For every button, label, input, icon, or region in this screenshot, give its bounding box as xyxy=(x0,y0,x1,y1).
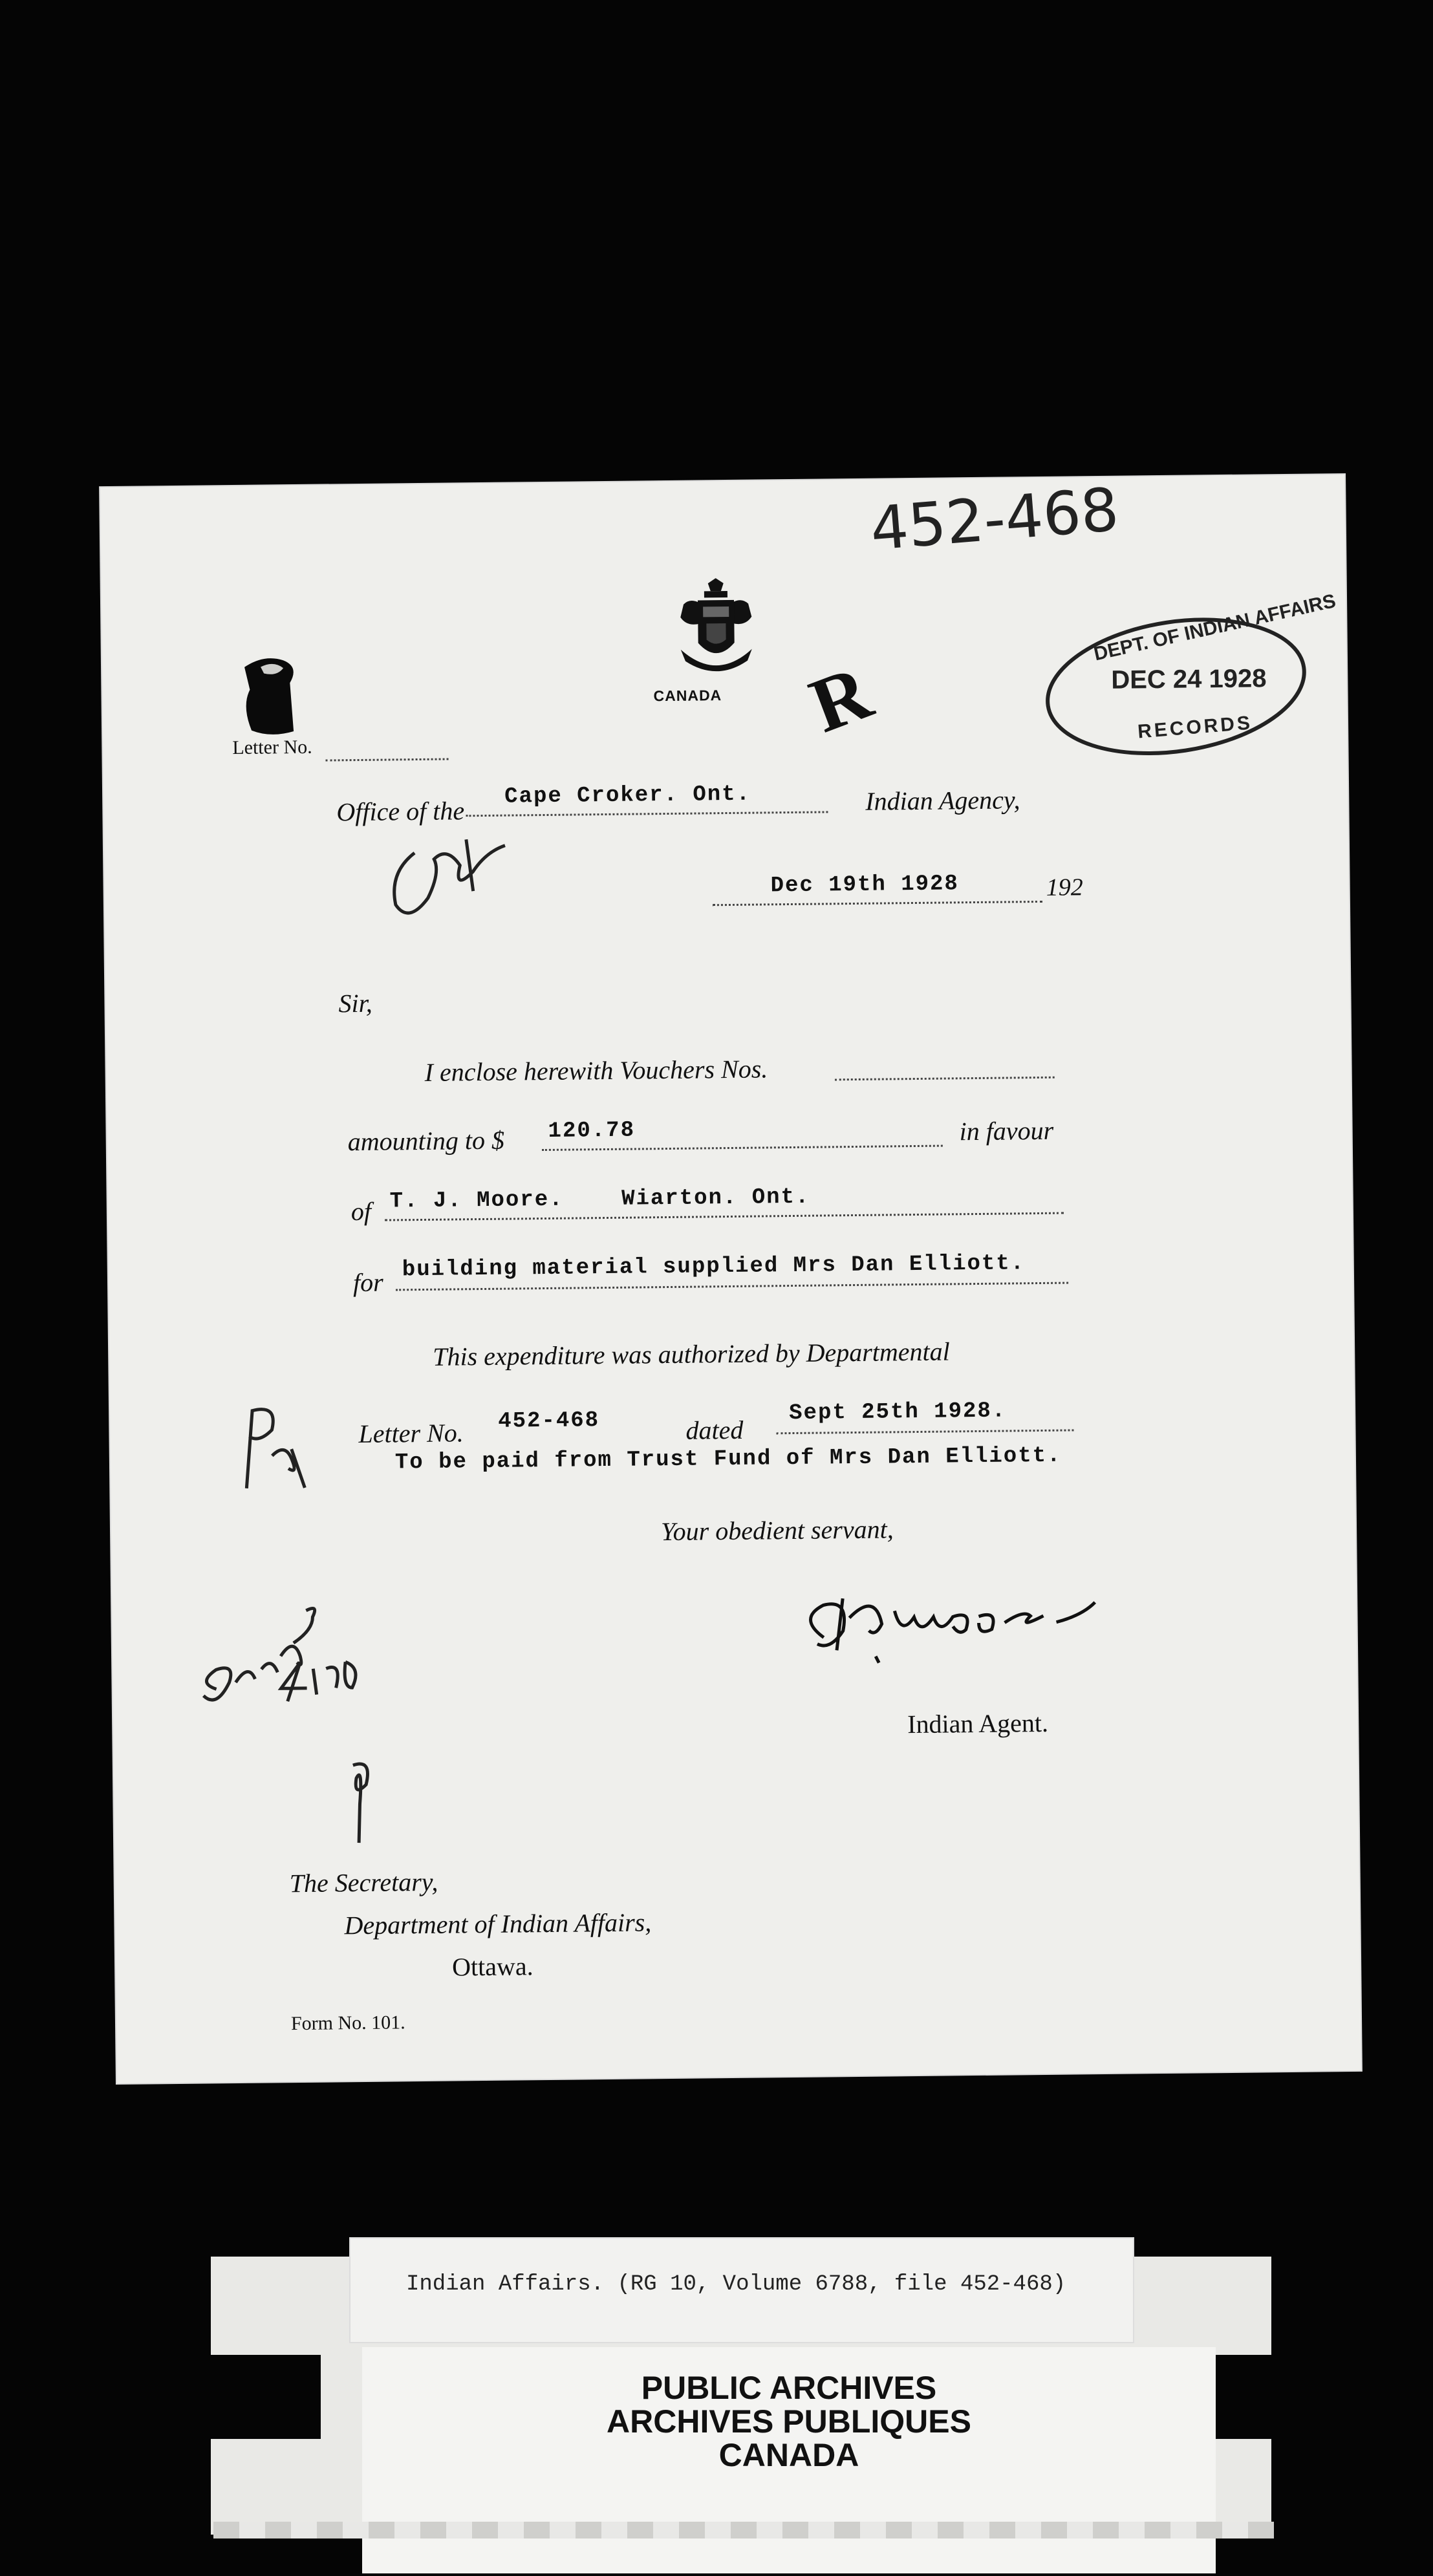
handwritten-initials xyxy=(376,832,519,930)
authority-letter-prefix: Letter No. xyxy=(358,1418,464,1449)
letter-date: Dec 19th 1928 xyxy=(770,872,960,899)
agent-signature xyxy=(784,1576,1147,1670)
archive-name-fr: ARCHIVES PUBLIQUES xyxy=(607,2403,971,2440)
handwritten-pay-note xyxy=(226,1397,318,1495)
punch-hole xyxy=(238,654,303,738)
registry-mark: R xyxy=(799,649,882,749)
agency-suffix: Indian Agency, xyxy=(865,785,1020,816)
archive-reference-label xyxy=(349,2237,1134,2343)
date-year-prefix: 192 xyxy=(1046,874,1083,901)
archive-label-cutout-left xyxy=(211,2355,321,2439)
vouchers-blank xyxy=(835,1064,1055,1081)
archive-reference: Indian Affairs. (RG 10, Volume 6788, file 452-468) xyxy=(406,2272,1066,2297)
letter-no-label: Letter No. xyxy=(232,736,312,759)
addressee-city: Ottawa. xyxy=(451,1951,533,1982)
letterhead-country: CANADA xyxy=(653,687,722,705)
handwritten-file-number: 452-468 xyxy=(868,475,1121,564)
amount-value: 120.78 xyxy=(548,1118,636,1144)
office-prefix: Office of the xyxy=(336,796,465,827)
stamp-department: DEPT. OF INDIAN AFFAIRS xyxy=(1092,590,1338,665)
salutation: Sir, xyxy=(338,988,372,1018)
dated-label: dated xyxy=(685,1415,744,1445)
stamp-records: RECORDS xyxy=(1137,712,1254,743)
payee: T. J. Moore. Wiarton. Ont. xyxy=(389,1185,810,1214)
letter-no-blank xyxy=(325,743,448,762)
addressee-department: Department of Indian Affairs, xyxy=(344,1907,652,1940)
authority-letter-number: 452-468 xyxy=(498,1408,600,1434)
trust-fund-note: To be paid from Trust Fund of Mrs Dan Elliott. xyxy=(394,1443,1062,1476)
purpose: building material supplied Mrs Dan Elliott. xyxy=(402,1251,1026,1283)
dated-value: Sept 25th 1928. xyxy=(788,1399,1007,1426)
archive-name-en: PUBLIC ARCHIVES xyxy=(641,2370,937,2406)
form-number: Form No. 101. xyxy=(290,2012,405,2035)
agency-name: Cape Croker. Ont. xyxy=(504,782,751,810)
authorized-text: This expenditure was authorized by Departmental xyxy=(432,1336,950,1371)
amount-suffix: in favour xyxy=(959,1115,1054,1146)
purpose-prefix: for xyxy=(352,1267,383,1298)
archive-country: CANADA xyxy=(718,2437,859,2473)
addressee-title: The Secretary, xyxy=(289,1867,438,1898)
stamp-date: DEC 24 1928 xyxy=(1111,664,1267,694)
amount-prefix: amounting to $ xyxy=(347,1125,505,1157)
agent-title: Indian Agent. xyxy=(907,1708,1049,1739)
payee-prefix: of xyxy=(350,1196,372,1227)
coat-of-arms-icon xyxy=(671,577,762,682)
letter-page xyxy=(100,475,1361,2083)
enclose-text: I enclose herewith Vouchers Nos. xyxy=(424,1054,768,1087)
archive-label-stripe xyxy=(213,2522,1274,2538)
handwritten-savings-note xyxy=(189,1591,365,1715)
closing: Your obedient servant, xyxy=(660,1514,894,1547)
handwritten-mark xyxy=(327,1752,387,1850)
